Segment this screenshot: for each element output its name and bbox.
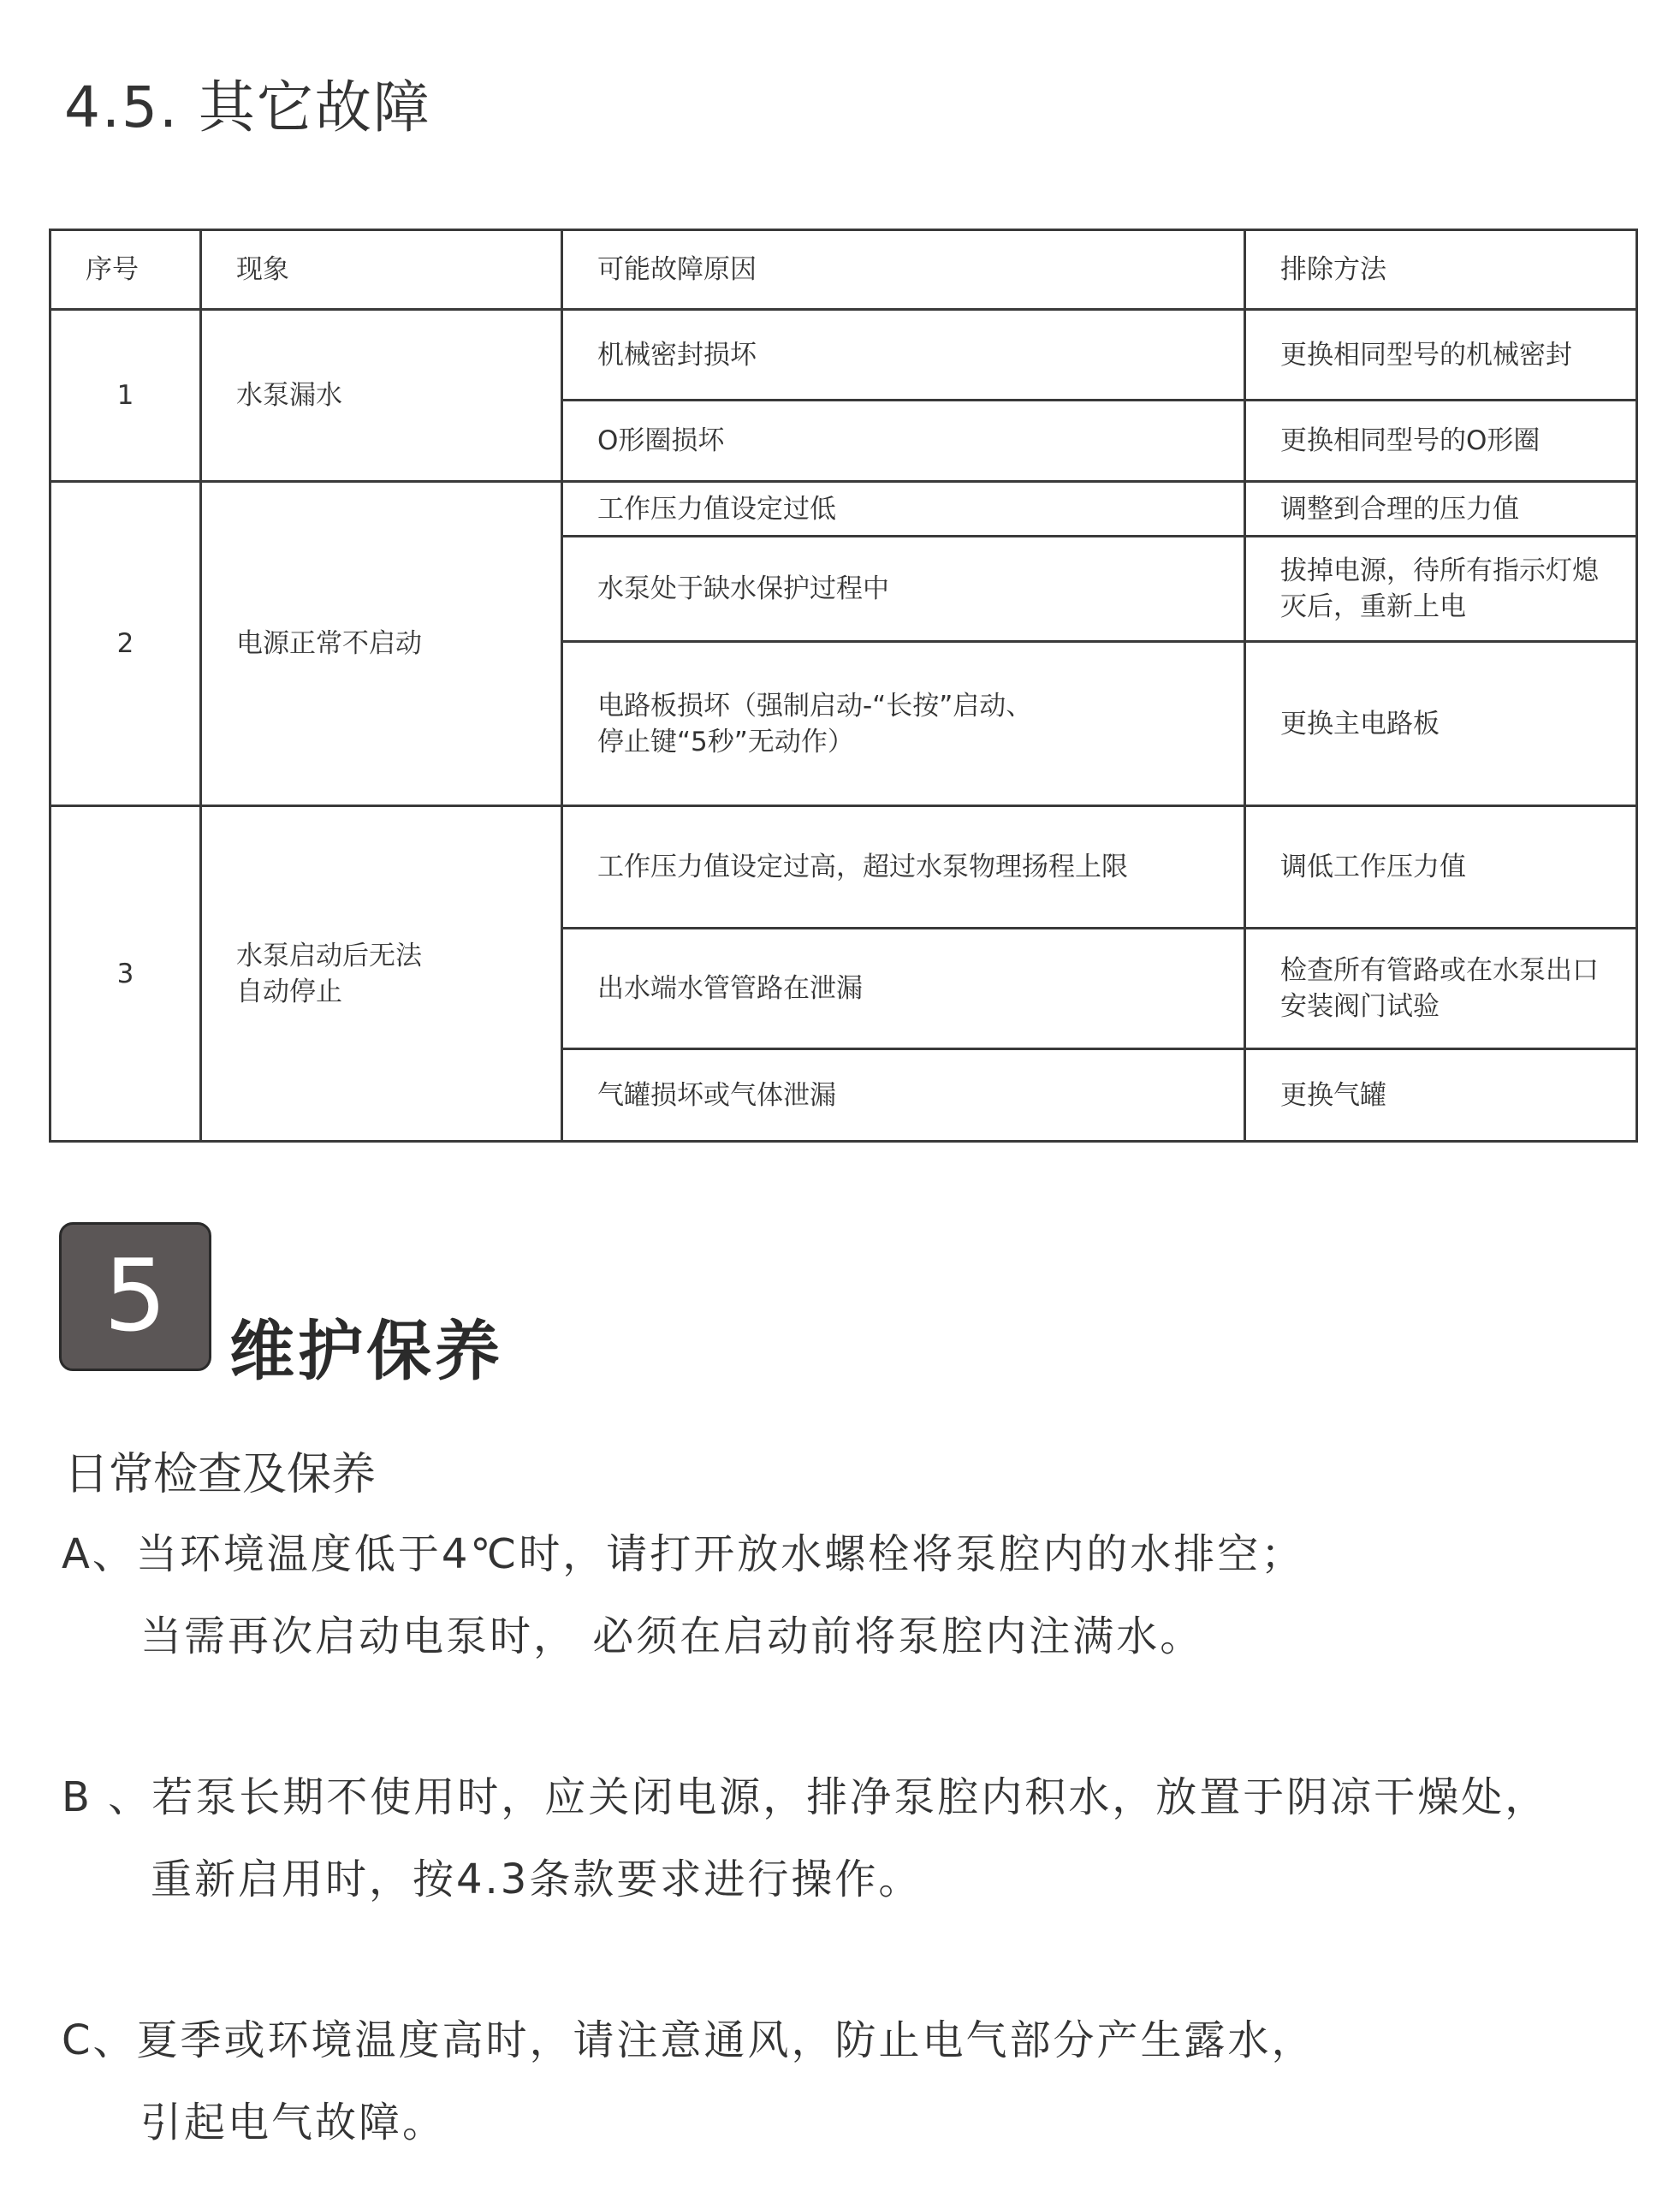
row-cause: 工作压力值设定过高，超过水泵物理扬程上限 [562, 806, 1245, 929]
row-symptom: 电源正常不启动 [201, 482, 562, 806]
item-line: C、夏季或环境温度高时，请注意通风，防止电气部分产生露水， [62, 2016, 1315, 2064]
row-fix: 调低工作压力值 [1245, 806, 1637, 929]
header-cause: 可能故障原因 [562, 230, 1245, 310]
table-row [50, 310, 1637, 401]
row-cause: 工作压力值设定过低 [562, 482, 1245, 537]
maintenance-item-b [62, 1756, 1548, 1921]
chapter-number-badge: 5 [59, 1222, 211, 1371]
row-fix: 检查所有管路或在水泵出口 安装阀门试验 [1245, 929, 1637, 1049]
header-index: 序号 [50, 230, 201, 310]
row-index: 1 [50, 310, 201, 482]
item-line-continued: 当需再次启动电泵时， 必须在启动前将泵腔内注满水。 [140, 1612, 1204, 1660]
table-row [50, 806, 1637, 929]
section-title: 4.5. 其它故障 [64, 74, 431, 140]
item-line: B 、若泵长期不使用时，应关闭电源，排净泵腔内积水，放置于阴凉干燥处， [62, 1773, 1549, 1821]
row-cause: 气罐损坏或气体泄漏 [562, 1049, 1245, 1142]
table-row [50, 482, 1637, 537]
row-symptom: 水泵漏水 [201, 310, 562, 482]
fault-table [49, 229, 1638, 1143]
row-fix: 拔掉电源，待所有指示灯熄 灭后，重新上电 [1245, 537, 1637, 642]
subheading: 日常检查及保养 [64, 1449, 377, 1500]
row-fix: 更换气罐 [1245, 1049, 1637, 1142]
item-line-continued: 重新启用时，按4.3条款要求进行操作。 [151, 1856, 923, 1903]
row-fix: 更换相同型号的O形圈 [1245, 401, 1637, 482]
row-cause: O形圈损坏 [562, 401, 1245, 482]
header-symptom: 现象 [201, 230, 562, 310]
row-cause: 水泵处于缺水保护过程中 [562, 537, 1245, 642]
table-header-row [50, 230, 1637, 310]
chapter-title: 维护保养 [229, 1313, 503, 1389]
row-fix: 更换主电路板 [1245, 642, 1637, 806]
row-cause: 出水端水管管路在泄漏 [562, 929, 1245, 1049]
item-line: A、当环境温度低于4℃时，请打开放水螺栓将泵腔内的水排空； [62, 1530, 1305, 1578]
maintenance-item-a [62, 1513, 1304, 1677]
row-fix: 调整到合理的压力值 [1245, 482, 1637, 537]
row-fix: 更换相同型号的机械密封 [1245, 310, 1637, 401]
row-index: 3 [50, 806, 201, 1142]
item-line-continued: 引起电气故障。 [140, 2099, 447, 2146]
row-symptom: 水泵启动后无法 自动停止 [201, 806, 562, 1142]
row-cause: 机械密封损坏 [562, 310, 1245, 401]
row-index: 2 [50, 482, 201, 806]
header-fix: 排除方法 [1245, 230, 1637, 310]
row-cause: 电路板损坏（强制启动-“长按”启动、 停止键“5秒”无动作） [562, 642, 1245, 806]
maintenance-item-c [62, 1999, 1315, 2164]
